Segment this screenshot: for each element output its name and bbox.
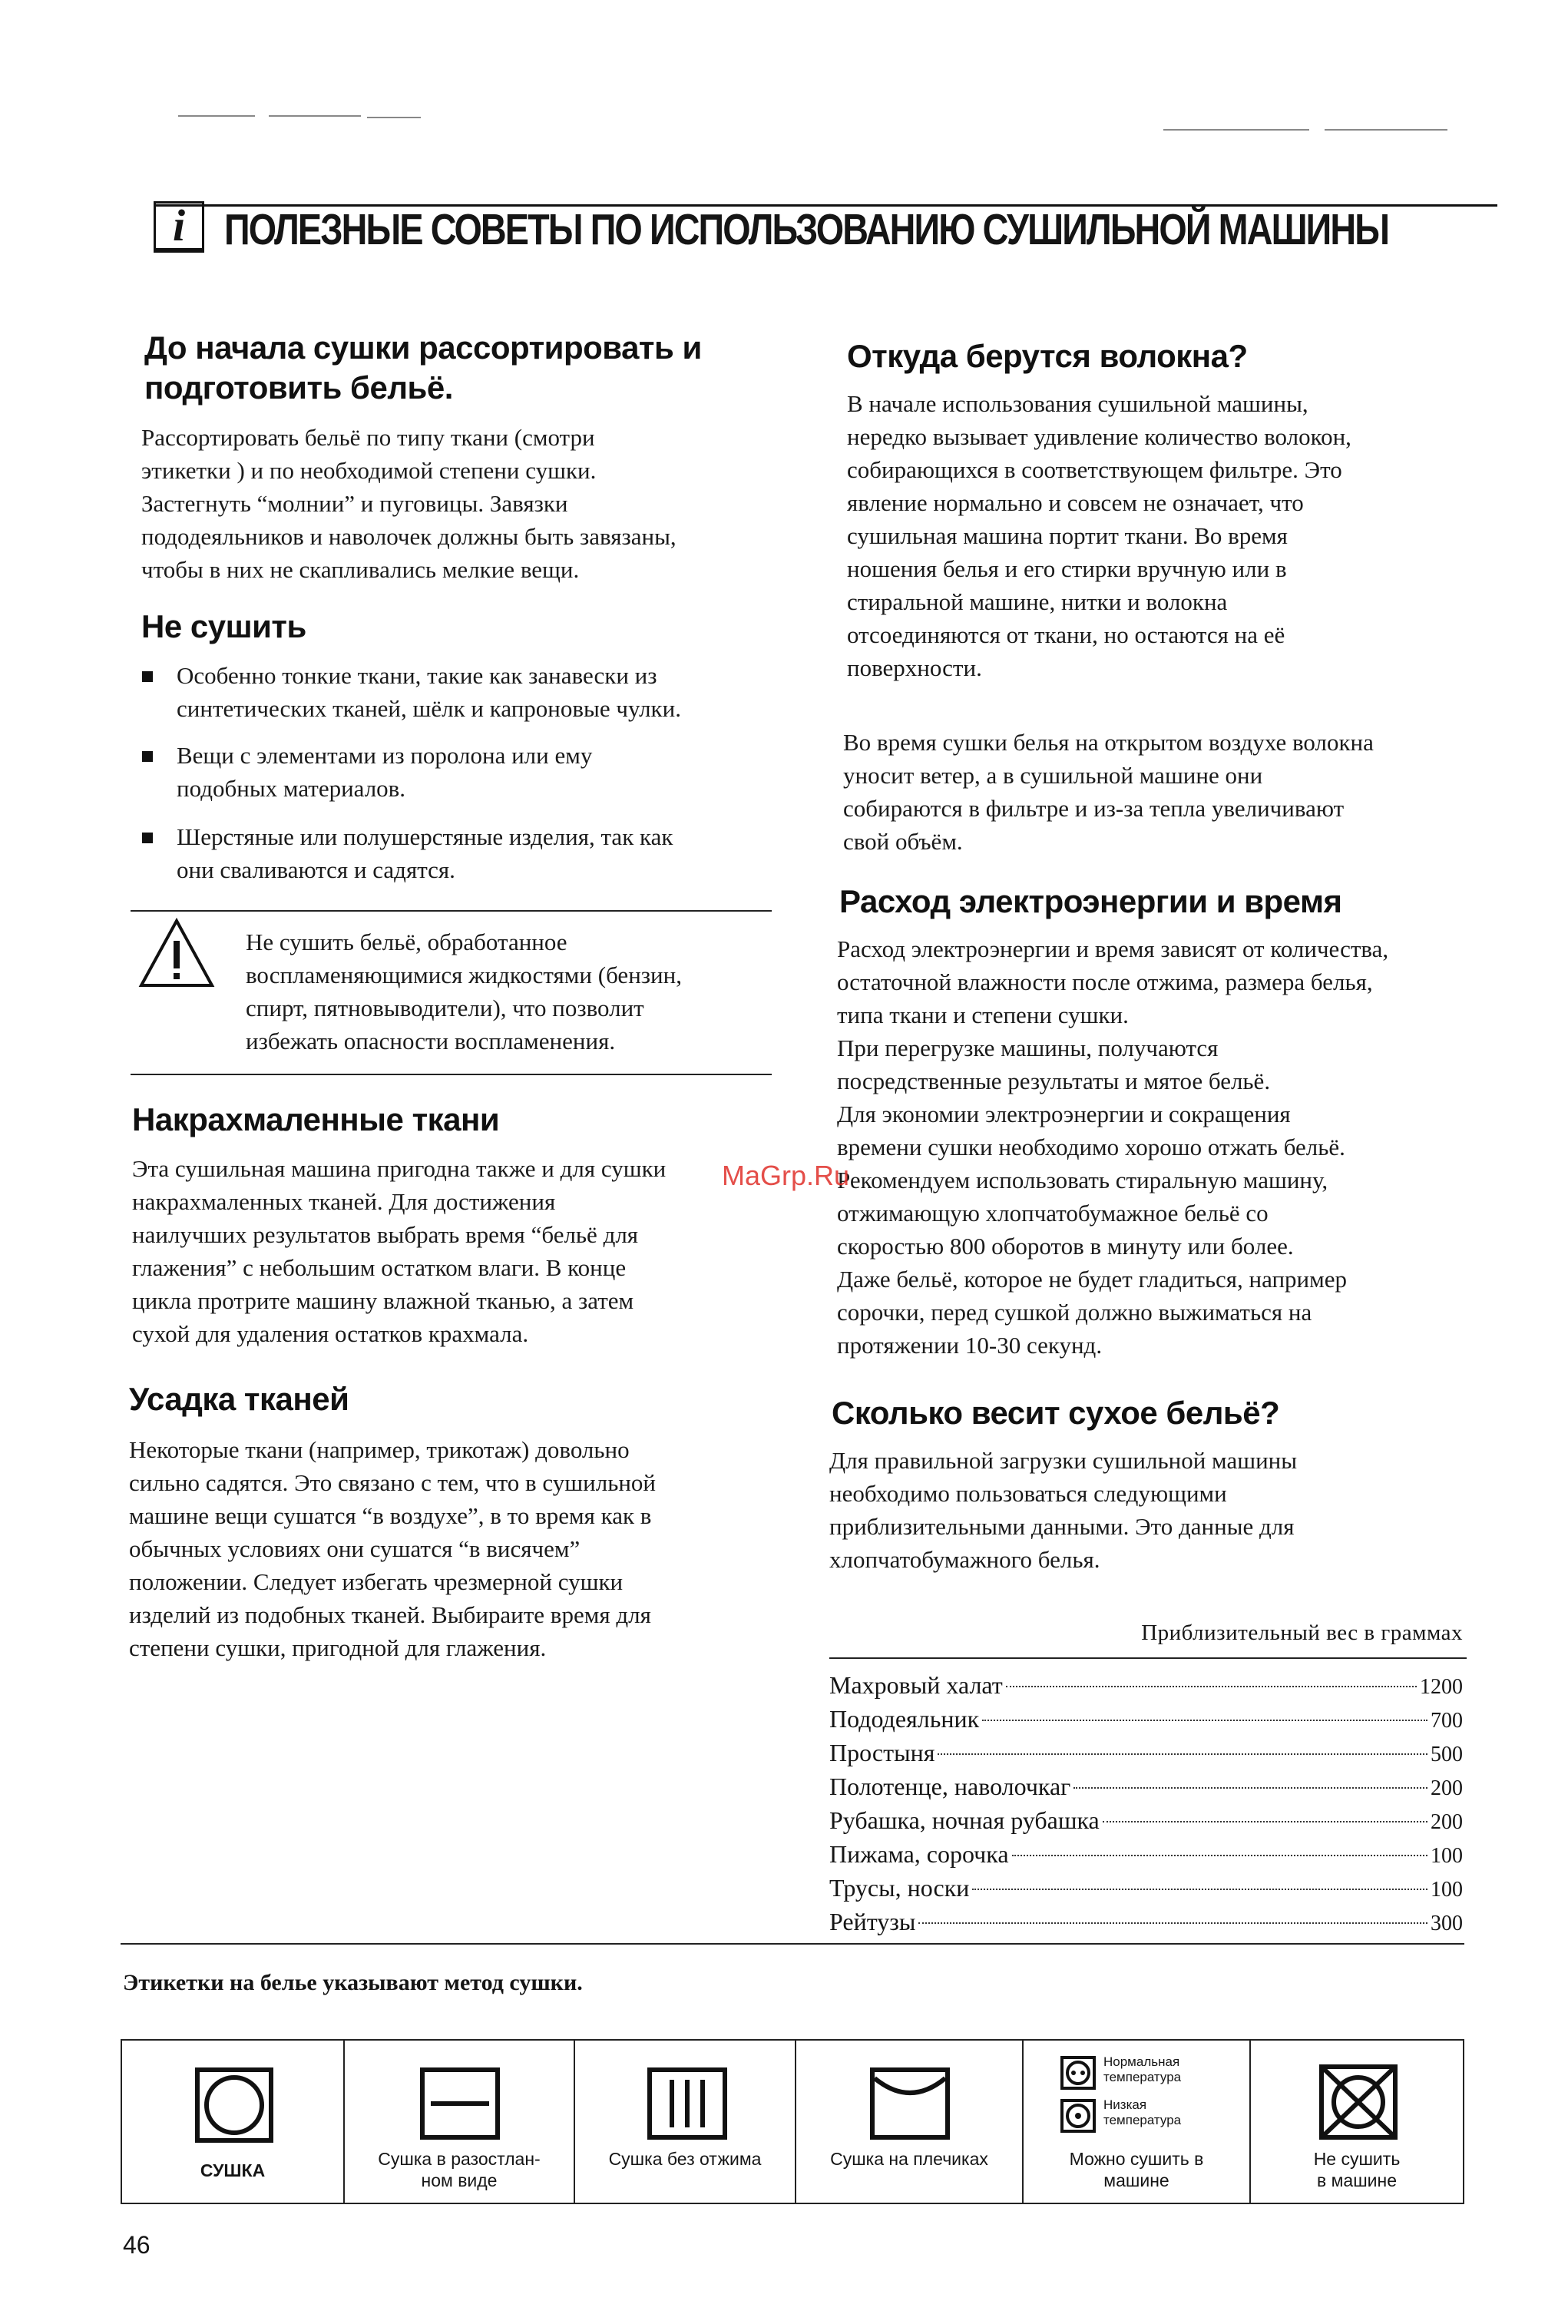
symbol-label: Сушка в разостлан-: [378, 2149, 541, 2169]
bullet-icon: [142, 751, 153, 762]
leader-dots: [1103, 1821, 1427, 1822]
bullet-icon: [142, 833, 153, 843]
text-line: пододеяльников и наволочек должны быть завязаны,: [141, 523, 676, 550]
text-line: отжимающую хлопчатобумажное бельё со: [837, 1200, 1269, 1227]
weight-row: [829, 1871, 1463, 1907]
weight-table-top-rule: [829, 1657, 1467, 1659]
weight-value: 100: [1431, 1844, 1463, 1868]
text-line: Во время сушки белья на открытом воздухе волокна: [843, 729, 1374, 756]
text-line: необходимо пользоваться следующими: [829, 1480, 1227, 1507]
weight-row: [829, 1905, 1463, 1941]
text-line: посредственные результаты и мятое бельё.: [837, 1068, 1271, 1094]
symbol-cell-drip-dry: [575, 2041, 796, 2203]
text-line: Не сушить бельё, обработанное: [246, 929, 567, 955]
symbol-label: в машине: [1316, 2170, 1397, 2190]
weight-item: Махровый халат: [829, 1671, 1003, 1699]
heading-energy: Расход электроэнергии и время: [839, 883, 1342, 919]
weight-value: 100: [1431, 1878, 1463, 1902]
weight-item: Пододеяльник: [829, 1705, 980, 1733]
bullet-item: [177, 739, 592, 805]
heading-dry-weight: Сколько весит сухое бельё?: [832, 1395, 1280, 1431]
energy-text: [837, 932, 1388, 1362]
weight-item: Простыня: [829, 1739, 935, 1766]
text-line: Эта сушильная машина пригодна также и для сушки: [132, 1155, 667, 1182]
watermark: MaGrp.Ru: [722, 1160, 850, 1191]
heading-fibers: Откуда берутся волокна?: [847, 338, 1248, 374]
text-line: Даже бельё, которое не будет гладиться, например: [837, 1266, 1348, 1293]
heading-sort-line2: подготовить бельё.: [144, 369, 453, 406]
symbol-label: машине: [1103, 2170, 1169, 2190]
text-line: стиральной машине, нитки и волокна: [847, 588, 1228, 615]
text-line: Для экономии электроэнергии и сокращения: [837, 1101, 1291, 1127]
text-line: сорочки, перед сушкой должно выжиматься на: [837, 1299, 1312, 1326]
temp-normal-label: [1103, 2054, 1181, 2085]
weight-value: 200: [1431, 1810, 1463, 1834]
text-line: собираются в фильтре и из-за тепла увеличивают: [843, 795, 1345, 822]
warning-text: [246, 925, 682, 1058]
shrink-text: [129, 1433, 656, 1664]
leader-dots: [938, 1753, 1427, 1755]
text-line: свой объём.: [843, 828, 963, 855]
warning-triangle-icon: [138, 918, 215, 988]
text-line: положении. Следует избегать чрезмерной сушки: [129, 1568, 624, 1595]
weight-value: 300: [1431, 1912, 1463, 1935]
bullet-item: [177, 659, 681, 725]
page-number: 46: [123, 2231, 151, 2259]
symbol-label: Сушка без отжима: [608, 2149, 762, 2169]
text-line: времени сушки необходимо хорошо отжать бельё.: [837, 1134, 1345, 1160]
text-line: собирающихся в соответствующем фильтре. Это: [847, 456, 1342, 483]
weight-value: 500: [1431, 1743, 1463, 1766]
fibers-text-2: [843, 726, 1374, 858]
title-bottom-rule: [154, 250, 204, 253]
weight-row: [829, 1736, 1463, 1772]
drip-dry-icon: [647, 2067, 727, 2140]
line-dry-icon: [870, 2067, 950, 2140]
symbol-cell-tumble-dry: [122, 2041, 345, 2203]
text-line: ношения белья и его стирки вручную или в: [847, 555, 1287, 582]
text-line: Особенно тонкие ткани, такие как занавески из: [177, 662, 657, 689]
page-title: ПОЛЕЗНЫЕ СОВЕТЫ ПО ИСПОЛЬЗОВАНИЮ СУШИЛЬНОЙ МАШИНЫ: [224, 205, 1389, 254]
text-line: уносит ветер, а в сушильной машине они: [843, 762, 1263, 789]
symbol-cell-do-not-tumble: [1251, 2041, 1463, 2203]
leader-dots: [982, 1720, 1427, 1721]
text-line: Шерстяные или полушерстяные изделия, так как: [177, 823, 673, 850]
text-line: Некоторые ткани (например, трикотаж) довольно: [129, 1436, 630, 1463]
text-line: температура: [1103, 2113, 1182, 2127]
heading-do-not-dry: Не сушить: [141, 608, 306, 644]
weight-row: [829, 1837, 1463, 1873]
text-line: спирт, пятновыводители), что позволит: [246, 995, 644, 1021]
text-line: Для правильной загрузки сушильной машины: [829, 1447, 1298, 1474]
symbol-cell-dry-flat: [345, 2041, 575, 2203]
weight-row: [829, 1803, 1463, 1839]
text-line: хлопчатобумажного белья.: [829, 1546, 1100, 1573]
weight-value: 700: [1431, 1709, 1463, 1733]
heading-starched: Накрахмаленные ткани: [132, 1101, 500, 1137]
leader-dots: [1006, 1686, 1417, 1687]
temp-low-label: [1103, 2097, 1181, 2128]
header-rule-left-1: [178, 115, 255, 117]
text-line: изделий из подобных тканей. Выбираите время для: [129, 1601, 651, 1628]
symbol-label: Сушка на плечиках: [830, 2149, 988, 2169]
bullet-item: [177, 820, 673, 886]
text-line: остаточной влажности после отжима, размера белья,: [837, 968, 1373, 995]
tumble-dry-icon: [195, 2067, 273, 2143]
text-line: синтетических тканей, шёлк и капроновые чулки.: [177, 695, 681, 722]
weight-item: Пижама, сорочка: [829, 1840, 1009, 1868]
leader-dots: [918, 1922, 1427, 1924]
starch-text: [132, 1152, 666, 1350]
text-line: глажения” с небольшим остатком влаги. В конце: [132, 1254, 627, 1281]
tumble-dry-low-temp-icon: [1060, 2099, 1096, 2133]
text-line: они сваливаются и садятся.: [177, 856, 455, 883]
weight-item: Рубашка, ночная рубашка: [829, 1806, 1100, 1834]
symbol-label: ном виде: [421, 2170, 498, 2190]
info-icon: i: [154, 201, 204, 250]
weight-item: Трусы, носки: [829, 1874, 970, 1902]
header-rule-left-2: [269, 115, 361, 117]
text-line: протяжении 10-30 секунд.: [837, 1332, 1103, 1359]
text-line: Нормальная: [1103, 2054, 1180, 2069]
weight-item: Рейтузы: [829, 1908, 916, 1935]
symbol-label: Можно сушить в: [1069, 2149, 1204, 2169]
symbol-cell-line-dry: [796, 2041, 1024, 2203]
warning-bottom-rule: [131, 1074, 772, 1075]
symbol-cell-tumble-temp: [1024, 2041, 1251, 2203]
care-symbols-table: [121, 2039, 1464, 2204]
fibers-text: [847, 387, 1351, 684]
heading-shrinkage: Усадка тканей: [129, 1381, 349, 1417]
text-line: поверхности.: [847, 654, 982, 681]
text-line: температура: [1103, 2070, 1182, 2084]
text-line: явление нормально и совсем не означает, что: [847, 489, 1304, 516]
heading-sort-line1: До начала сушки рассортировать и: [144, 329, 702, 366]
text-line: Застегнуть “молнии” и пуговицы. Завязки: [141, 490, 568, 517]
weight-value: 200: [1431, 1776, 1463, 1800]
text-line: машине вещи сушатся “в воздухе”, в то время как в: [129, 1502, 652, 1529]
text-line: избежать опасности воспламенения.: [246, 1028, 616, 1054]
text-line: степени сушки, пригодной для глажения.: [129, 1634, 547, 1661]
symbol-label: СУШКА: [200, 2160, 266, 2180]
weight-table-header: Приблизительный вес в граммах: [1141, 1621, 1463, 1645]
text-line: приблизительными данными. Это данные для: [829, 1513, 1295, 1540]
text-line: типа ткани и степени сушки.: [837, 1001, 1129, 1028]
text-line: Рассортировать бельё по типу ткани (смотри: [141, 424, 595, 451]
text-line: отсоединяются от ткани, но остаются на её: [847, 621, 1285, 648]
text-line: скоростью 800 оборотов в минуту или более.: [837, 1233, 1294, 1260]
header-rule-right-1: [1163, 129, 1309, 131]
tumble-dry-normal-temp-icon: [1060, 2056, 1096, 2090]
weight-item: Полотенце, наволочкаг: [829, 1773, 1071, 1800]
header-rule-right-2: [1325, 129, 1447, 131]
sort-text: [141, 421, 676, 586]
text-line: цикла протрите машину влажной тканью, а затем: [132, 1287, 634, 1314]
warning-top-rule: [131, 910, 772, 912]
text-line: нередко вызывает удивление количество волокон,: [847, 423, 1351, 450]
dry-flat-icon: [420, 2067, 500, 2140]
labels-caption: Этикетки на белье указывают метод сушки.: [123, 1970, 583, 1995]
text-line: этикетки ) и по необходимой степени сушки.: [141, 457, 597, 484]
bullet-icon: [142, 671, 153, 682]
leader-dots: [972, 1889, 1427, 1890]
text-line: обычных условиях они сушатся “в висячем”: [129, 1535, 581, 1562]
weight-row: [829, 1702, 1463, 1738]
weight-row: [829, 1668, 1463, 1704]
text-line: наилучших результатов выбрать время “бельё для: [132, 1221, 639, 1248]
text-line: Рекомендуем использовать стиральную машину,: [837, 1167, 1328, 1193]
text-line: сухой для удаления остатков крахмала.: [132, 1320, 529, 1347]
text-line: При перегрузке машины, получаются: [837, 1035, 1219, 1061]
weight-text: [829, 1444, 1297, 1576]
leader-dots: [1073, 1787, 1427, 1789]
text-line: подобных материалов.: [177, 775, 406, 802]
leader-dots: [1012, 1855, 1427, 1856]
do-not-tumble-dry-icon: [1318, 2064, 1398, 2140]
text-line: чтобы в них не скапливались мелкие вещи.: [141, 556, 580, 583]
header-rule-left-3: [367, 117, 421, 118]
text-line: накрахмаленных тканей. Для достижения: [132, 1188, 556, 1215]
text-line: Низкая: [1103, 2097, 1147, 2112]
text-line: сушильная машина портит ткани. Во время: [847, 522, 1288, 549]
text-line: Вещи с элементами из поролона или ему: [177, 742, 593, 769]
text-line: сильно садятся. Это связано с тем, что в сушильной: [129, 1469, 657, 1496]
weight-value: 1200: [1420, 1675, 1463, 1699]
section-divider: [121, 1943, 1464, 1945]
text-line: Расход электроэнергии и время зависят от количества,: [837, 935, 1389, 962]
weight-row: [829, 1769, 1463, 1806]
text-line: воспламеняющимися жидкостями (бензин,: [246, 962, 682, 988]
symbol-label: Не сушить: [1313, 2149, 1401, 2169]
text-line: В начале использования сушильной машины,: [847, 390, 1308, 417]
